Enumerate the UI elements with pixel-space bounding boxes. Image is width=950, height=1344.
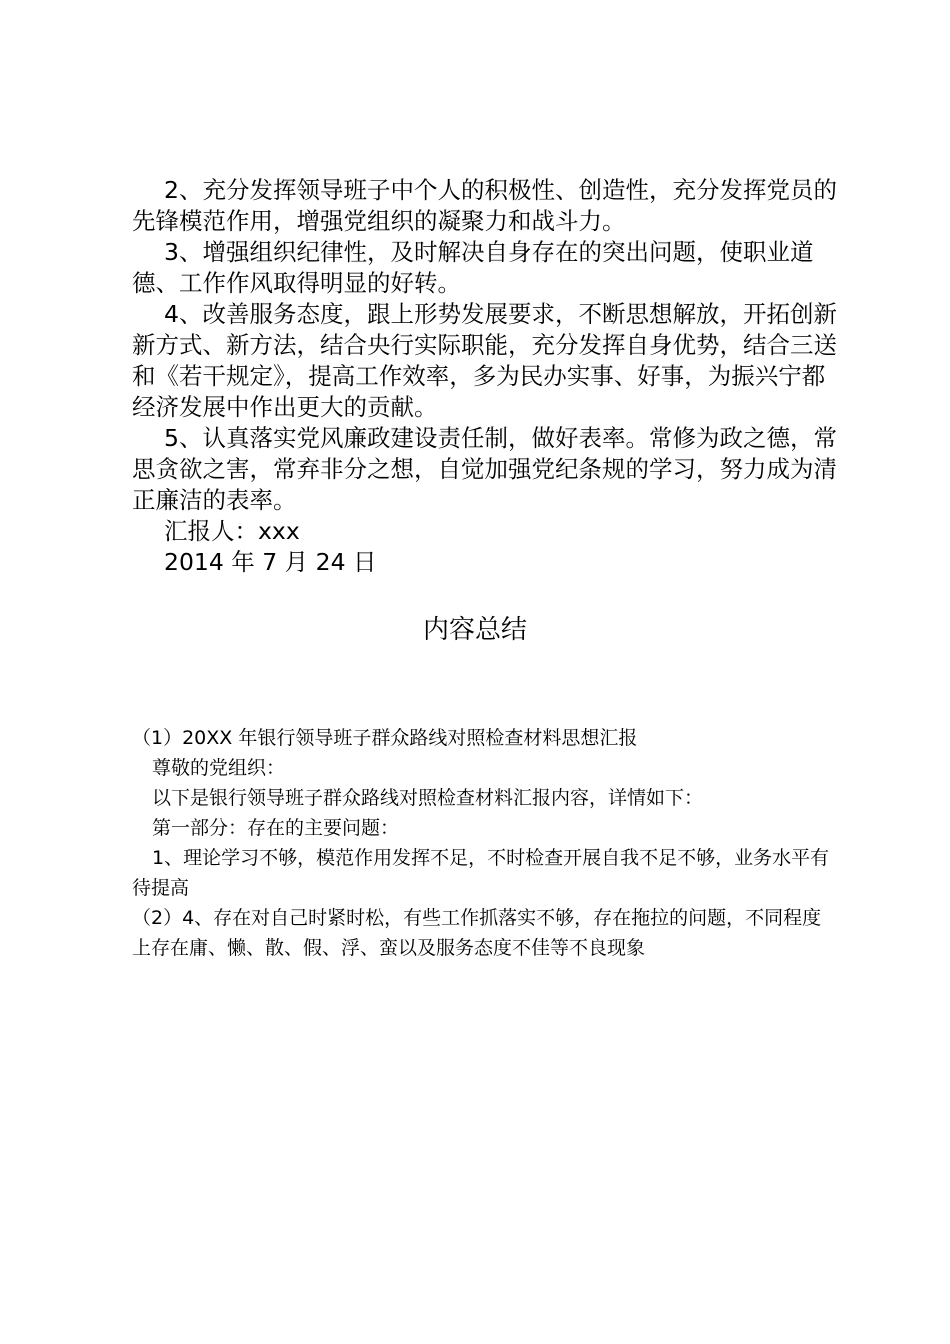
reporter-signature: 汇报人：xxx xyxy=(164,517,300,545)
summary-line-salutation: 尊敬的党组织： xyxy=(152,757,286,779)
report-paragraph-3: 3、增强组织纪律性，及时解决自身存在的突出问题，使职业道德、工作作风取得明显的好转。 xyxy=(132,238,814,297)
summary-line-part-one: 第一部分：存在的主要问题： xyxy=(152,817,400,839)
summary-line-item-2: （2）4、存在对自己时紧时松，有些工作抓落实不够，存在拖拉的问题，不同程度上存在庸、懒、散、假、浮、蛮以及服务态度不佳等不良现象 xyxy=(132,907,822,959)
report-body xyxy=(132,175,844,578)
summary-line-heading: （1）20XX 年银行领导班子群众路线对照检查材料思想汇报 xyxy=(132,727,638,749)
report-paragraph-2: 2、充分发挥领导班子中个人的积极性、创造性，充分发挥党员的先锋模范作用，增强党组织的凝聚力和战斗力。 xyxy=(132,176,837,235)
report-paragraph-4: 4、改善服务态度，跟上形势发展要求，不断思想解放，开拓创新新方式、新方法，结合央行实际职能，充分发挥自身优势，结合三送和《若干规定》，提高工作效率，多为民办实事、好事，为振兴宁都经济发展中作出更大的贡献。 xyxy=(132,300,837,421)
summary-line-intro: 以下是银行领导班子群众路线对照检查材料汇报内容，详情如下： xyxy=(152,787,704,809)
report-date: 2014 年 7 月 24 日 xyxy=(164,548,377,576)
summary-section xyxy=(132,723,832,963)
summary-line-item-1: 1、理论学习不够，模范作用发挥不足，不时检查开展自我不足不够，业务水平有待提高 xyxy=(132,847,830,899)
report-paragraph-5: 5、认真落实党风廉政建设责任制，做好表率。常修为政之德，常思贪欲之害，常弃非分之想，自觉加强党纪条规的学习，努力成为清正廉洁的表率。 xyxy=(132,424,837,514)
summary-title: 内容总结 xyxy=(422,615,527,645)
